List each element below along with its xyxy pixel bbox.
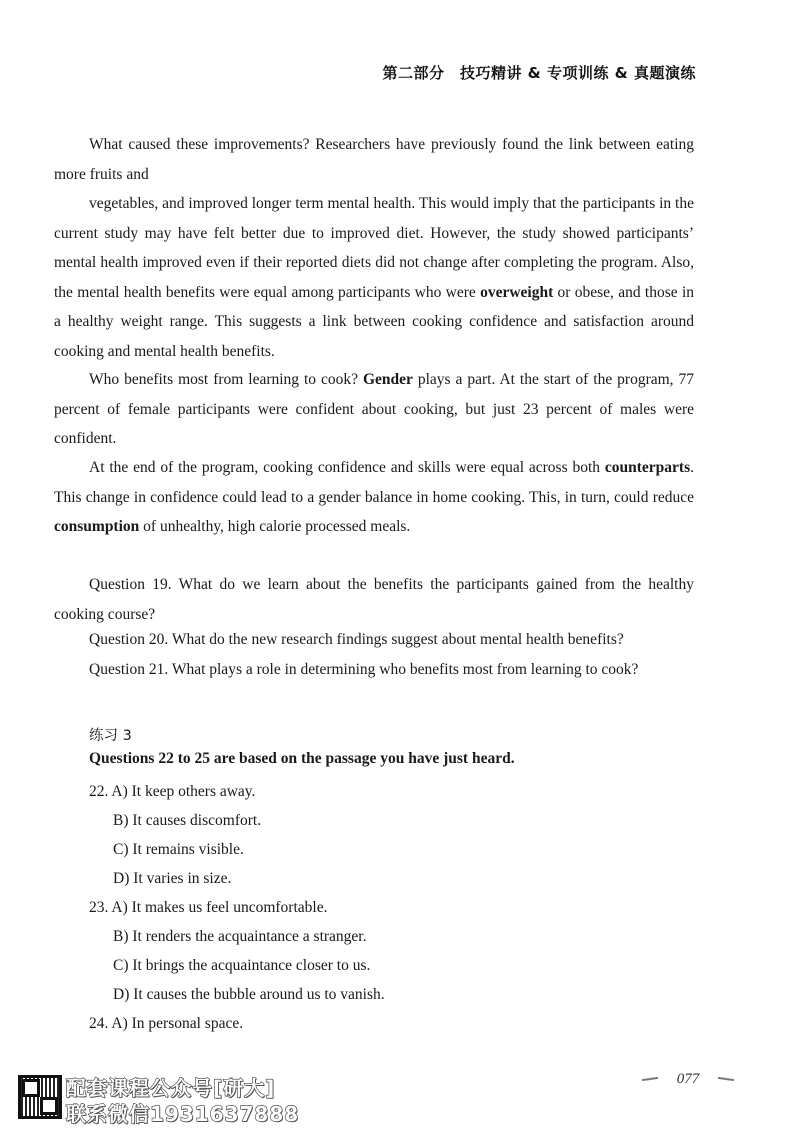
exercise-label: 练习 3: [89, 728, 132, 744]
page-number: 077: [648, 1068, 728, 1090]
watermark-line-2: 联系微信1931637888: [66, 1102, 300, 1126]
passage-paragraph-1b: [54, 189, 694, 366]
p1-text-b: vegetables, and improved longer term mental health. This would imply that the participants in the current study may have felt better due to improved diet. However, the study showed participants’ mental health improved even if their reported diets did not change after completing the program. Also, the mental health benefits were equal among participants who were: [54, 195, 694, 301]
watermark-line-1: 配套课程公众号[研大]: [66, 1076, 276, 1100]
q22-option-d: D) It varies in size.: [113, 870, 232, 887]
vocab-overweight: overweight: [480, 283, 554, 301]
passage-paragraph-2: [54, 365, 694, 454]
q23-option-a: 23. A) It makes us feel uncomfortable.: [89, 899, 328, 916]
p2-text-a: Who benefits most from learning to cook?: [89, 371, 363, 388]
q22-option-c: C) It remains visible.: [113, 841, 244, 858]
q22-option-a: 22. A) It keep others away.: [89, 783, 256, 800]
p3-text-b: . This change in confidence could lead to a gender balance in home cooking. This, in turn, could reduce: [54, 459, 694, 506]
exercise-instruction: Questions 22 to 25 are based on the passage you have just heard.: [89, 750, 515, 767]
q23-option-c: C) It brings the acquaintance closer to us.: [113, 957, 371, 974]
p2-text-b: plays a part. At the start of the program, 77 percent of female participants were confident about cooking, but just 23 percent of males were confident.: [54, 371, 694, 447]
vocab-counterparts: counterparts: [604, 459, 691, 476]
p3-text-a: At the end of the program, cooking confidence and skills were equal across both: [89, 459, 605, 476]
question-20: Question 20. What do the new research findings suggest about mental health benefits?: [89, 631, 624, 648]
passage-paragraph-3: [54, 453, 694, 542]
question-21: Question 21. What plays a role in determining who benefits most from learning to cook?: [89, 661, 639, 678]
vocab-consumption: consumption: [54, 518, 140, 535]
page-header-title: 第二部分 技巧精讲 & 专项训练 & 真题演练: [382, 64, 696, 82]
question-19: Question 19. What do we learn about the benefits the participants gained from the healthy cooking course?: [54, 576, 694, 623]
p3-text-c: of unhealthy, high calorie processed meals.: [139, 518, 411, 535]
p1-text-c: or obese, and those in a healthy weight range. This suggests a link between cooking confidence and satisfaction around cooking and mental health benefits.: [54, 283, 694, 360]
q23-option-d: D) It causes the bubble around us to vanish.: [113, 986, 385, 1003]
passage-paragraph-1a: [54, 130, 694, 189]
q23-option-b: B) It renders the acquaintance a stranger.: [113, 928, 367, 945]
qr-code-icon: [18, 1075, 62, 1119]
q24-option-a: 24. A) In personal space.: [89, 1015, 244, 1032]
p1-text-a: What caused these improvements? Researchers have previously found the link between eating more fruits and: [54, 136, 694, 183]
q22-option-b: B) It causes discomfort.: [113, 812, 262, 829]
vocab-gender: Gender: [362, 371, 413, 388]
